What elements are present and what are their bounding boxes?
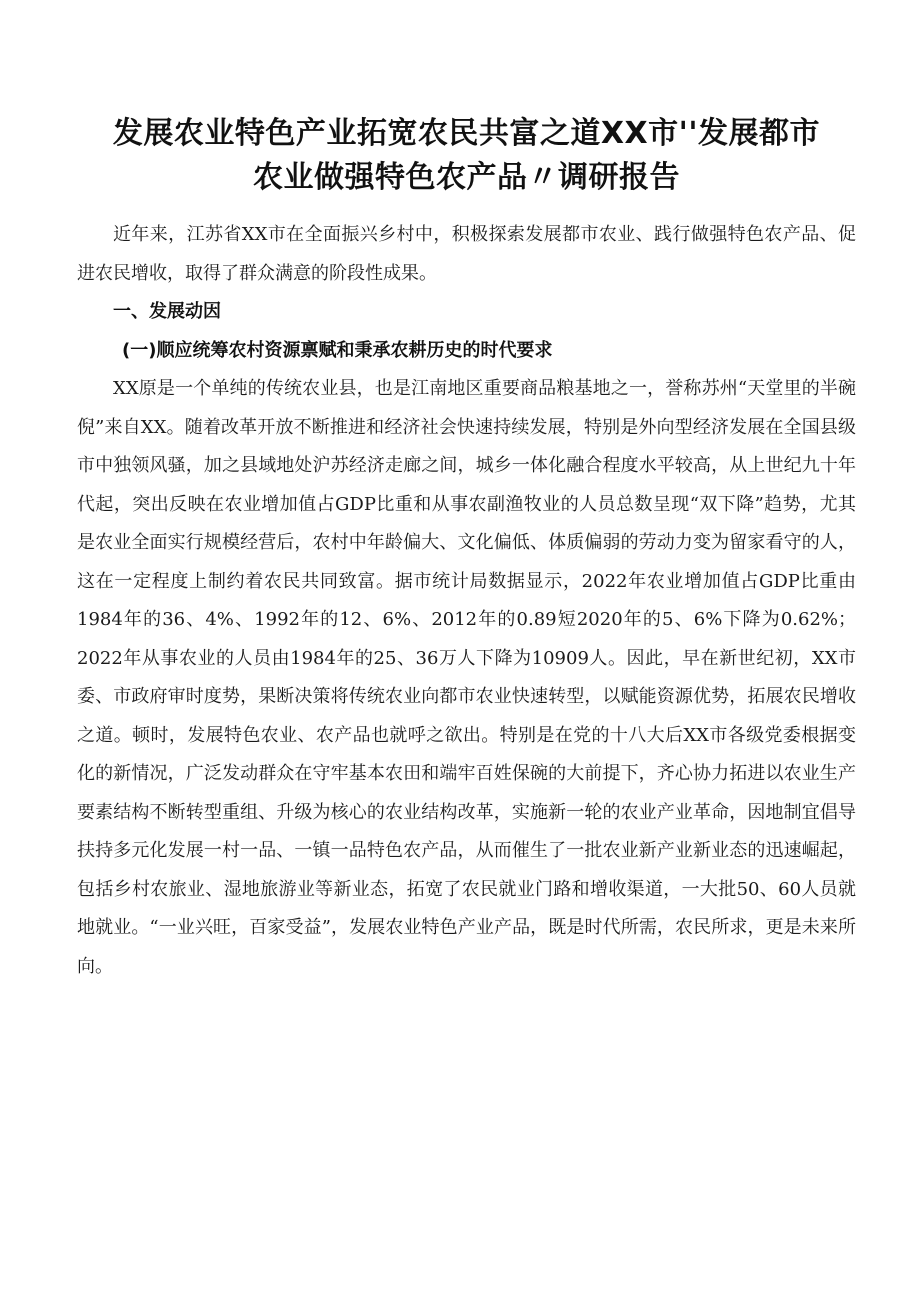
body-paragraph: XX原是一个单纯的传统农业县，也是江南地区重要商品粮基地之一，誉称苏州“天堂里的半碗倪”来自XX。随着改革开放不断推进和经济社会快速持续发展，特别是外向型经济发展在全国县级市中独领风骚，加之县域地处沪苏经济走廊之间，城乡一体化融合程度水平较高，从上世纪九十年代起，突出反映在农业增加值占GDP比重和从事农副渔牧业的人员总数呈现“双下降”趋势，尤其是农业全面实行规模经营后，农村中年龄偏大、文化偏低、体质偏弱的劳动力变为留家看守的人，这在一定程度上制约着农民共同致富。据市统计局数据显示，2022年农业增加值占GDP比重由1984年的36、4%、1992年的12、6%、2012年的0.89短2020年的5、6%下降为0.62%；2022年从事农业的人员由1984年的25、36万人下降为10909人。因此，早在新世纪初，XX市委、市政府审时度势，果断决策将传统农业向都市农业快速转型，以赋能资源优势，拓展农民增收之道。顿时，发展特色农业、农产品也就呼之欲出。特别是在党的十八大后XX市各级党委根据变化的新情况，广泛发动群众在守牢基本农田和端牢百姓保碗的大前提下，齐心协力拓进以农业生产要素结构不断转型重组、升级为核心的农业结构改革，实施新一轮的农业产业革命，因地制宜倡导扶持多元化发展一村一品、一镇一品特色农产品，从而催生了一批农业新产业新业态的迅速崛起，包括乡村农旅业、湿地旅游业等新业态，拓宽了农民就业门路和增收渠道，一大批50、60人员就地就业。“一业兴旺，百家受益”，发展农业特色产业产品，既是时代所需，农民所求，更是未来所向。 — [77, 378, 856, 977]
title-line-1: 发展农业特色产业拓宽农民共富之道XX市''发展都市 — [112, 116, 821, 151]
title-line-2: 农业做强特色农产品〃调研报告 — [253, 160, 680, 195]
section-heading: 一、发展动因 — [113, 301, 221, 322]
intro-paragraph: 近年来，江苏省XX市在全面振兴乡村中，积极探索发展都市农业、践行做强特色农产品、促进农民增收，取得了群众满意的阶段性成果。 — [77, 224, 856, 284]
subsection-heading: (一)顺应统筹农村资源禀赋和秉承农耕历史的时代要求 — [122, 339, 553, 361]
document-title — [77, 112, 856, 200]
